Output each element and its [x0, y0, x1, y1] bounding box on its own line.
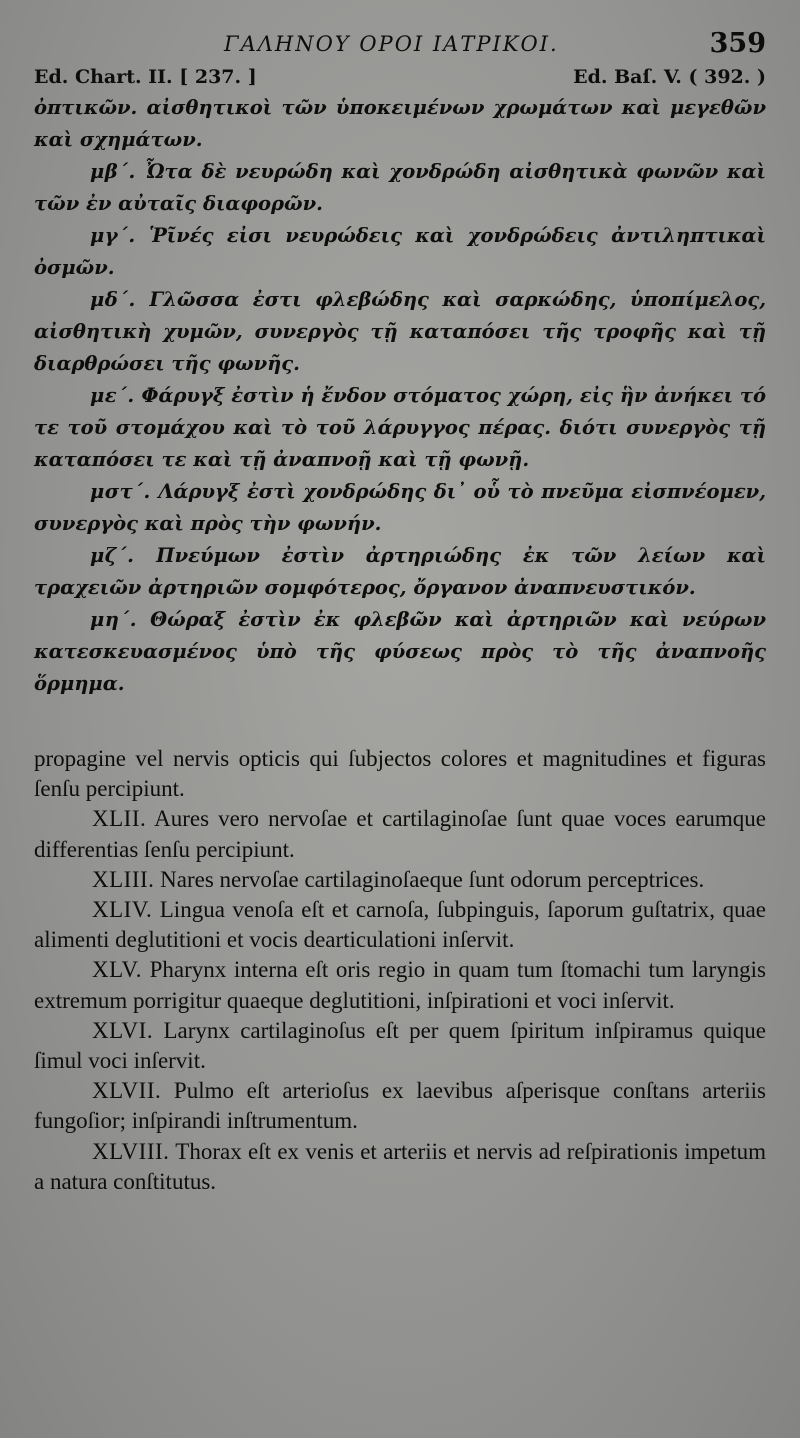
- greek-text-run: Γλῶσσα ἐστι φλεβώδης καὶ σαρκώδης, ὑποπίμελος, αἰσθητικὴ χυμῶν, συνεργὸς τῇ καταπόσει τῆς τροφῆς καὶ τῇ διαρθρώσει τῆς φωνῆς.: [34, 288, 766, 375]
- edition-references: [34, 66, 766, 92]
- greek-paragraph: [34, 476, 766, 540]
- greek-text: [34, 92, 766, 700]
- greek-paragraph: [34, 220, 766, 284]
- greek-text-run: ὀπτικῶν. αἰσθητικοὶ τῶν ὑποκειμένων χρωμάτων καὶ μεγεθῶν καὶ σχημάτων.: [34, 96, 766, 151]
- latin-paragraph: [34, 955, 766, 1015]
- latin-paragraph: [34, 744, 766, 804]
- greek-text-run: Λάρυγξ ἐστὶ χονδρώδης δι᾽ οὗ τὸ πνεῦμα εἰσπνέομεν, συνεργὸς καὶ πρὸς τὴν φωνήν.: [34, 480, 766, 535]
- greek-paragraph: [34, 156, 766, 220]
- latin-paragraph: [34, 865, 766, 895]
- latin-paragraph: [34, 895, 766, 955]
- latin-numeral: XLVI.: [92, 1017, 154, 1043]
- running-title: ΓΑΛΗΝΟΥ ΟΡΟΙ ΙΑΤΡΙΚΟΙ.: [224, 32, 559, 56]
- latin-numeral: XLIV.: [92, 897, 153, 923]
- greek-paragraph: [34, 604, 766, 700]
- latin-text-run: Larynx cartilaginoſus eſt per quem ſpiritum inſpiramus quique ſimul voci inſervit.: [34, 1017, 767, 1074]
- greek-text-run: Ῥῖνές εἰσι νευρώδεις καὶ χονδρώδεις ἀντιληπτικαὶ ὀσμῶν.: [34, 224, 766, 279]
- greek-numeral: μδ΄.: [90, 288, 136, 311]
- page-number: 359: [709, 28, 766, 59]
- greek-text-run: Ὦτα δὲ νευρώδη καὶ χονδρώδη αἰσθητικὰ φωνῶν καὶ τῶν ἐν αὐταῖς διαφορῶν.: [34, 160, 766, 215]
- greek-numeral: μστ΄.: [90, 480, 151, 503]
- edition-chartier: Ed. Chart. II. [ 237. ]: [34, 66, 257, 88]
- greek-paragraph: [34, 284, 766, 380]
- latin-text-run: Aures vero nervoſae et cartilaginoſae ſunt quae voces earumque differentias ſenſu percipiunt.: [34, 806, 766, 862]
- latin-numeral: XLVIII.: [92, 1138, 170, 1164]
- greek-text-run: Φάρυγξ ἐστὶν ἡ ἔνδον στόματος χώρη, εἰς ἣν ἀνήκει τό τε τοῦ στομάχου καὶ τὸ τοῦ λάρυγγος πέρας. διότι συνεργὸς τῇ καταπόσει τε καὶ τῇ ἀναπνοῇ καὶ τῇ φωνῇ.: [34, 384, 766, 471]
- latin-paragraph: [34, 1076, 766, 1136]
- greek-numeral: μζ΄.: [90, 544, 135, 567]
- greek-numeral: με΄.: [90, 384, 135, 407]
- greek-numeral: μβ΄.: [90, 160, 136, 183]
- latin-text-run: propagine vel nervis opticis qui ſubjectos colores et magnitudines et figuras ſenſu percipiunt.: [34, 746, 766, 802]
- latin-paragraph: [34, 804, 766, 864]
- latin-numeral: XLIII.: [92, 866, 155, 892]
- latin-numeral: XLVII.: [92, 1078, 162, 1104]
- greek-numeral: μη΄.: [90, 608, 137, 631]
- page-header: [34, 28, 766, 66]
- latin-numeral: XLV.: [92, 957, 142, 983]
- latin-paragraph: [34, 1016, 766, 1076]
- latin-text: [34, 744, 766, 1197]
- greek-paragraph: [34, 380, 766, 476]
- latin-text-run: Thorax eſt ex venis et arteriis et nervis ad reſpirationis impetum a natura conſtitutus.: [34, 1138, 766, 1194]
- greek-paragraph: [34, 540, 766, 604]
- latin-text-run: Lingua venoſa eſt et carnoſa, ſubpinguis, ſaporum guſtatrix, quae alimenti deglutitioni et vocis dearticulationi inſervit.: [34, 897, 766, 953]
- edition-basel: Ed. Baſ. V. ( 392. ): [573, 66, 766, 88]
- latin-text-run: Nares nervoſae cartilaginoſaeque ſunt odorum perceptrices.: [160, 866, 705, 892]
- section-gap: [34, 700, 766, 744]
- greek-paragraph: [34, 92, 766, 156]
- greek-numeral: μγ΄.: [90, 224, 136, 247]
- greek-text-run: Θώραξ ἐστὶν ἐκ φλεβῶν καὶ ἀρτηριῶν καὶ νεύρων κατεσκευασμένος ὑπὸ τῆς φύσεως πρὸς τὸ τῆς ἀναπνοῆς ὅρμημα.: [34, 608, 766, 695]
- latin-paragraph: [34, 1137, 766, 1197]
- latin-text-run: Pharynx interna eſt oris regio in quam tum ſtomachi tum laryngis extremum porrigitur quaeque deglutitioni, inſpirationi et voci inſervit.: [34, 957, 767, 1013]
- latin-text-run: Pulmo eſt arterioſus ex laevibus aſperisque conſtans arteriis fungoſior; inſpirandi inſtrumentum.: [34, 1078, 767, 1134]
- latin-numeral: XLII.: [92, 806, 147, 832]
- greek-text-run: Πνεύμων ἐστὶν ἀρτηριώδης ἐκ τῶν λείων καὶ τραχειῶν ἀρτηριῶν σομφότερος, ὄργανον ἀναπνευστικόν.: [34, 544, 766, 599]
